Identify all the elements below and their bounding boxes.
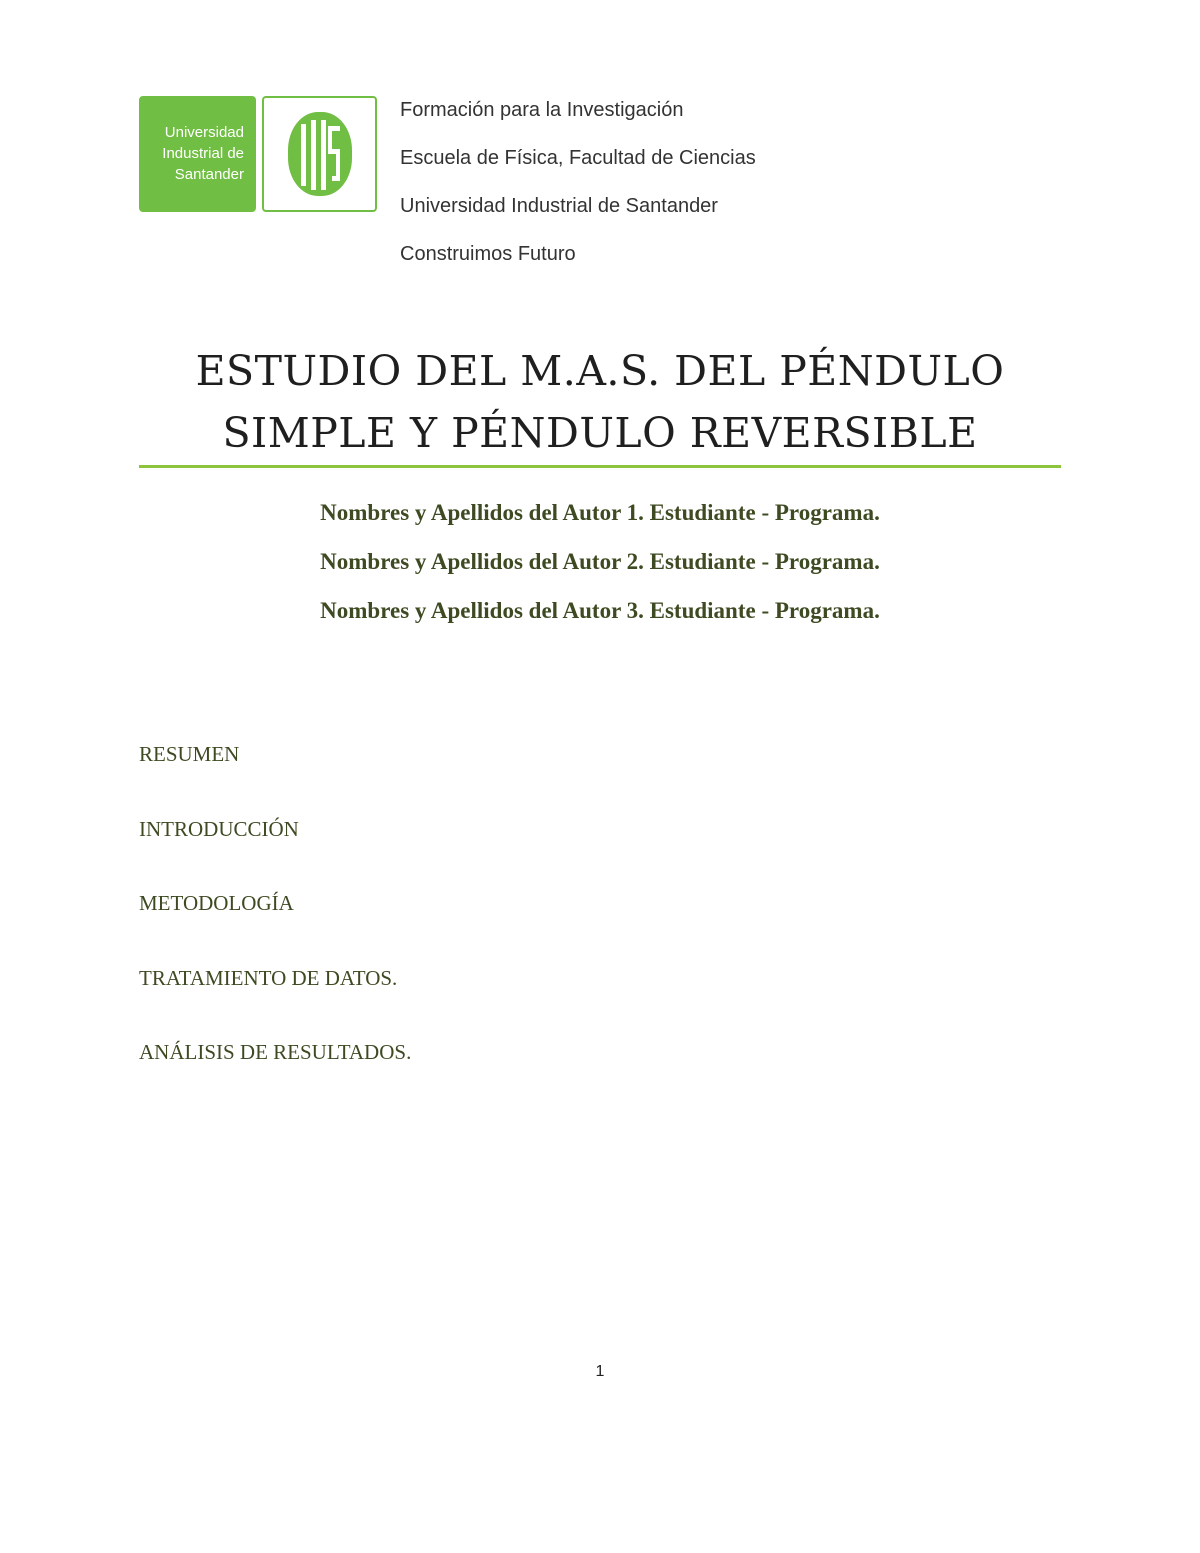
university-logo-wordmark (139, 96, 256, 212)
author-line: Nombres y Apellidos del Autor 1. Estudiante - Programa. (320, 500, 880, 525)
affiliation-line-program: Formación para la Investigación (400, 99, 684, 121)
section-heading-analisis: ANÁLISIS DE RESULTADOS. (139, 1040, 412, 1064)
author-line: Nombres y Apellidos del Autor 3. Estudiante - Programa. (320, 598, 880, 623)
section-heading-tratamiento: TRATAMIENTO DE DATOS. (139, 965, 398, 990)
page-number: 1 (595, 1363, 605, 1380)
section-heading-resumen: RESUMEN (139, 742, 240, 766)
title-line-1: ESTUDIO DEL M.A.S. DEL PÉNDULO (195, 347, 1005, 395)
affiliation-block (400, 96, 756, 288)
document-title (139, 340, 1061, 464)
logo-line-2: Industrial de (162, 145, 244, 162)
title-line-2: SIMPLE Y PÉNDULO REVERSIBLE (222, 409, 978, 457)
section-heading-introduccion: INTRODUCCIÓN (139, 816, 299, 841)
author-line: Nombres y Apellidos del Autor 2. Estudiante - Programa. (320, 549, 880, 574)
author-list (139, 494, 1061, 641)
uis-emblem-logo (262, 96, 377, 212)
affiliation-line-school: Escuela de Física, Facultad de Ciencias (400, 147, 756, 169)
affiliation-line-motto: Construimos Futuro (400, 243, 576, 265)
title-divider (139, 465, 1061, 468)
uis-emblem-icon (288, 112, 352, 196)
section-heading-metodologia: METODOLOGÍA (139, 891, 294, 915)
logo-line-1: Universidad (164, 124, 244, 141)
section-headings (139, 736, 411, 1109)
logo-line-3: Santander (174, 166, 244, 183)
affiliation-line-university: Universidad Industrial de Santander (400, 195, 718, 217)
